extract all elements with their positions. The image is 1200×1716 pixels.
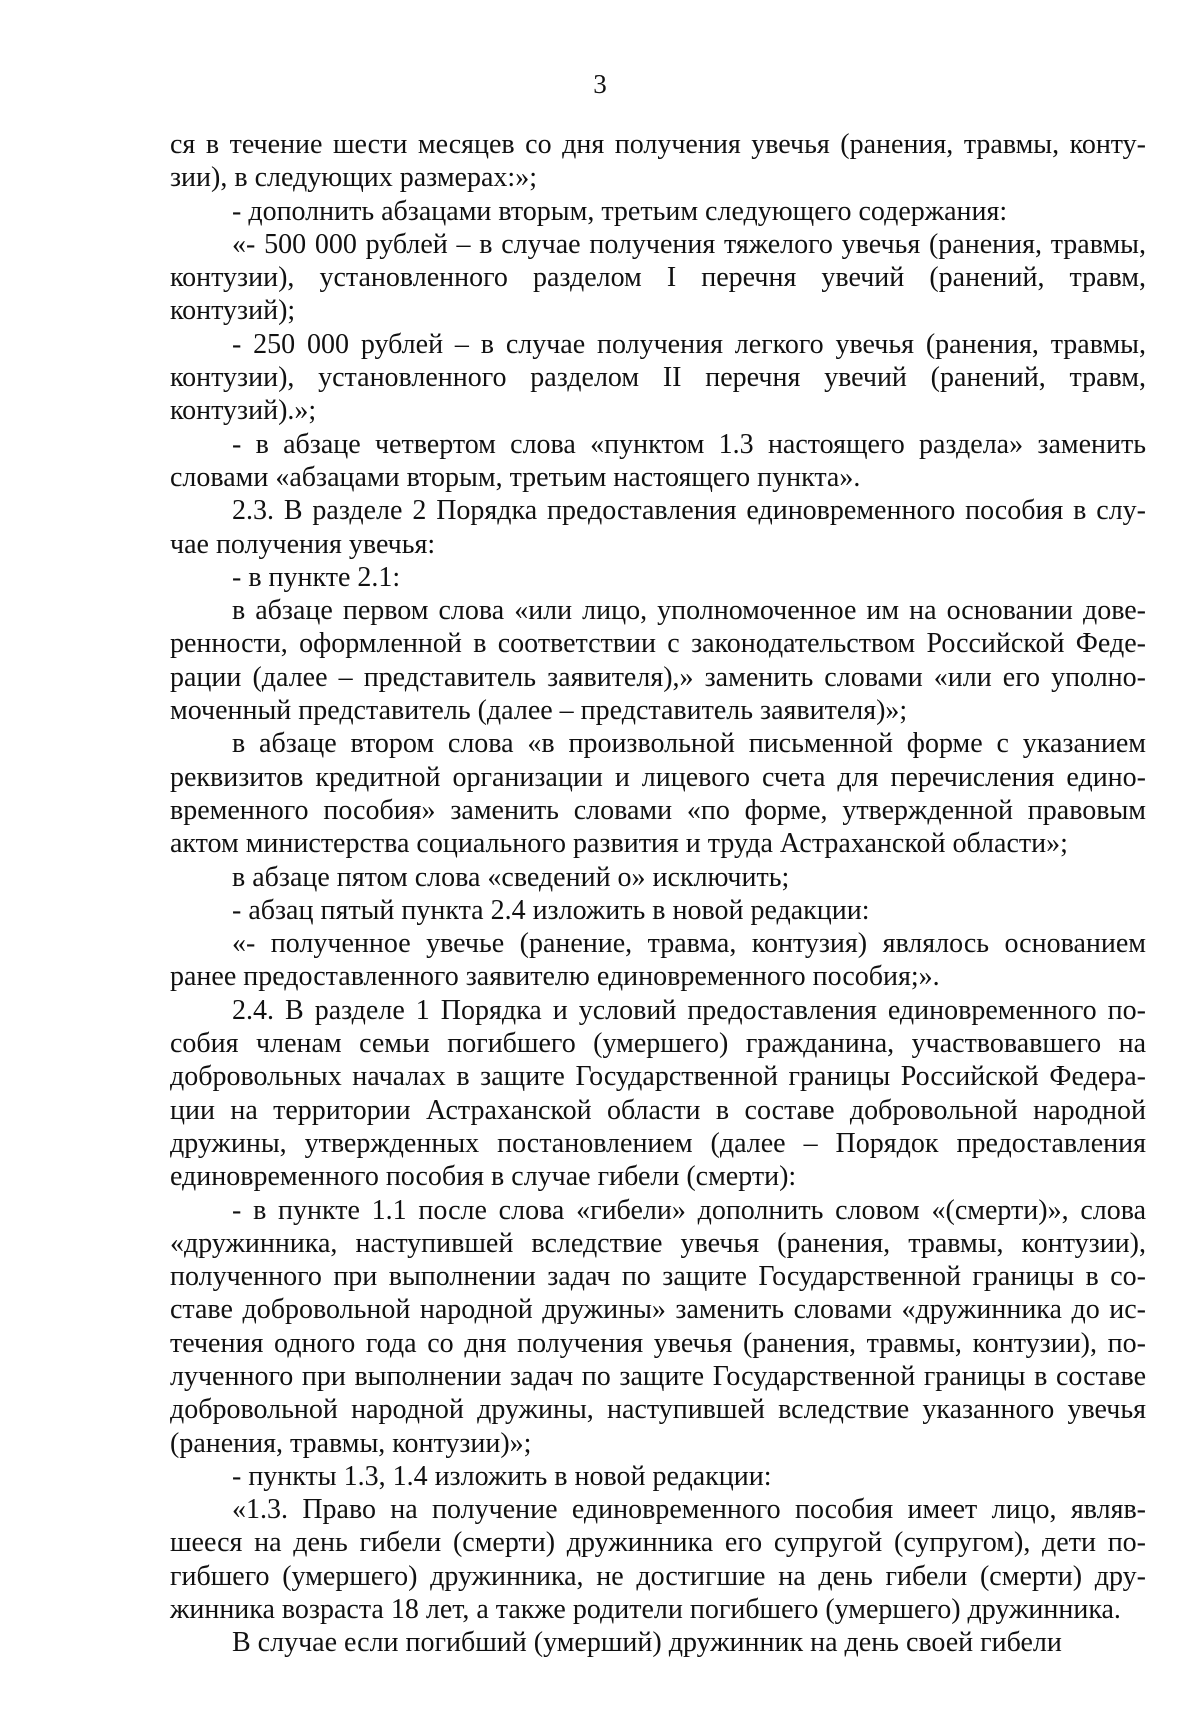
paragraph-punkt-2-4: - абзац пятый пункта 2.4 изложить в новой редакции: <box>232 894 870 926</box>
paragraph-uveche-osnovanie: «- полученное увечье (ранение, травма, контузия) являлось основанием ранее предоставленного заявителю единовременного пособия;». <box>170 928 1146 993</box>
paragraph-1-3-pravo: «1.3. Право на получение единовременного пособия имеет лицо, являвшееся на день гибели (смерти) дружинника его супругой (супругом), дети погибшего (умершего) дружинника, не достигшие на день гибели (смерти) дружинника возраста 18 лет, а также родители погибшего (умершего) дружинника. <box>170 1494 1146 1626</box>
paragraph-500000: «- 500 000 рублей – в случае получения тяжелого увечья (ранения, травмы, контузии), установленного разделом I перечня увечий (ранений, травм, контузий); <box>170 228 1146 327</box>
page-number: 3 <box>593 69 607 99</box>
paragraph-250000: - 250 000 рублей – в случае получения легкого увечья (ранения, травмы, контузии), установленного разделом II перечня увечий (ранений, травм, контузий).»; <box>170 328 1146 427</box>
paragraph-section-2-4: 2.4. В разделе 1 Порядка и условий предоставления единовременного пособия членам семьи погибшего (умершего) гражданина, участвовавшего на добровольных началах в защите Государственной границы Российской Федерации на территории Астраханской области в составе добровольной народной дружины, утвержденных постановлением (далее – Порядок предоставления единовременного пособия в случае гибели (смерти): <box>170 994 1146 1193</box>
document-body <box>170 128 1146 1660</box>
paragraph-punkt-2-1: - в пункте 2.1: <box>232 561 401 593</box>
paragraph-abzac-pyatyj: в абзаце пятом слова «сведений о» исключить; <box>232 861 790 893</box>
paragraph-section-2-3: 2.3. В разделе 2 Порядка предоставления единовременного пособия в случае получения увечья: <box>170 495 1146 560</box>
paragraph-punkty-1-3-1-4: - пункты 1.3, 1.4 изложить в новой редакции: <box>232 1460 772 1492</box>
paragraph-punkt-1-1: - в пункте 1.1 после слова «гибели» дополнить словом «(смерти)», слова «дружинника, наступившей вследствие увечья (ранения, травмы, контузии), полученного при выполнении задач по защите Государственной границы в составе добровольной народной дружины» заменить словами «дружинника до истечения одного года со дня получения увечья (ранения, травмы, контузии), полученного при выполнении задач по защите Государственной границы в составе добровольной народной дружины, наступившей вследствие указанного увечья (ранения, травмы, контузии)»; <box>170 1194 1146 1459</box>
paragraph-continuation: ся в течение шести месяцев со дня получения увечья (ранения, травмы, контузии), в следующих размерах:»; <box>170 129 1146 194</box>
paragraph-abzac-chetvertyj: - в абзаце четвертом слова «пунктом 1.3 настоящего раздела» заменить словами «абзацами вторым, третьим настоящего пункта». <box>170 428 1146 493</box>
paragraph-abzac-vtoroj: в абзаце втором слова «в произвольной письменной форме с указанием реквизитов кредитной организации и лицевого счета для перечисления единовременного пособия» заменить словами «по форме, утвержденной правовым актом министерства социального развития и труда Астраханской области»; <box>170 728 1146 860</box>
paragraph-v-sluchae: В случае если погибший (умерший) дружинник на день своей гибели <box>232 1627 1062 1659</box>
paragraph-abzac-pervyj: в абзаце первом слова «или лицо, уполномоченное им на основании доверенности, оформленной в соответствии с законодательством Российской Федерации (далее – представитель заявителя),» заменить словами «или его уполномоченный представитель (далее – представитель заявителя)»; <box>170 595 1146 727</box>
paragraph-add-abzacy: - дополнить абзацами вторым, третьим следующего содержания: <box>232 195 1008 227</box>
